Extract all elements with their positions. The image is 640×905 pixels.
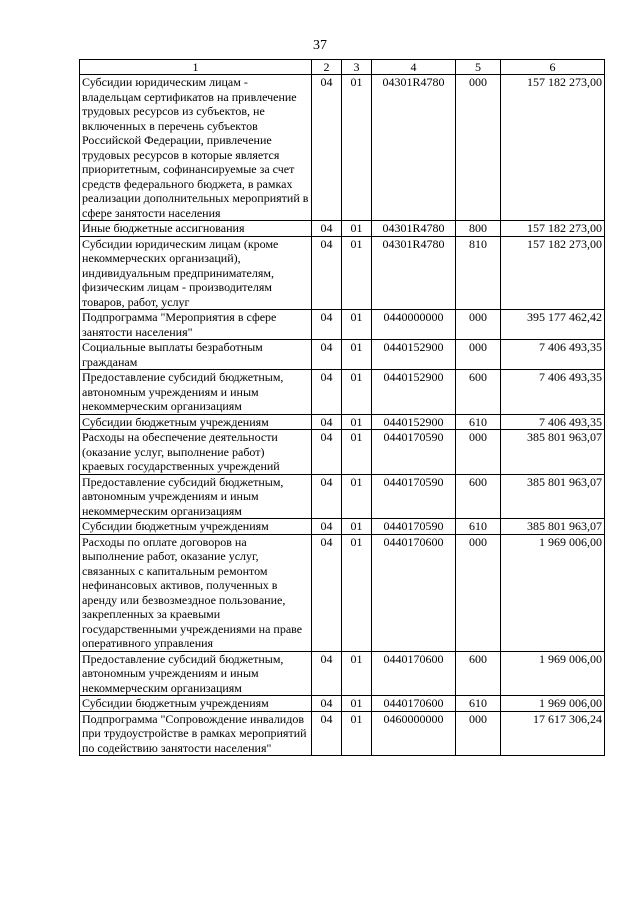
row-name-cell: Социальные выплаты безработным гражданам [80, 340, 312, 370]
subsection-code-cell: 01 [342, 534, 372, 651]
table-row [80, 414, 605, 430]
expense-type-cell: 000 [456, 430, 501, 475]
row-name-cell: Субсидии бюджетным учреждениям [80, 519, 312, 535]
table-row [80, 75, 605, 221]
column-header: 2 [312, 60, 342, 75]
target-article-cell: 04301R4780 [372, 221, 456, 237]
section-code-cell: 04 [312, 340, 342, 370]
amount-cell: 7 406 493,35 [501, 414, 605, 430]
amount-cell: 157 182 273,00 [501, 236, 605, 310]
expense-type-cell: 000 [456, 75, 501, 221]
row-name-cell: Расходы по оплате договоров на выполнение работ, оказание услуг, связанных с капитальным ремонтом нефинансовых активов, полученных в аренду или безвозмездное пользование, закрепленных за краевыми государственными учреждениями на праве оперативного управления [80, 534, 312, 651]
target-article-cell: 0440152900 [372, 340, 456, 370]
subsection-code-cell: 01 [342, 651, 372, 696]
subsection-code-cell: 01 [342, 370, 372, 415]
subsection-code-cell: 01 [342, 430, 372, 475]
section-code-cell: 04 [312, 310, 342, 340]
table-row [80, 696, 605, 712]
section-code-cell: 04 [312, 370, 342, 415]
amount-cell: 157 182 273,00 [501, 221, 605, 237]
subsection-code-cell: 01 [342, 221, 372, 237]
target-article-cell: 0440170600 [372, 696, 456, 712]
expense-type-cell: 000 [456, 711, 501, 756]
row-name-cell: Подпрограмма "Мероприятия в сфере занятости населения" [80, 310, 312, 340]
section-code-cell: 04 [312, 75, 342, 221]
table-row [80, 534, 605, 651]
column-header: 3 [342, 60, 372, 75]
expense-type-cell: 800 [456, 221, 501, 237]
target-article-cell: 0440170600 [372, 534, 456, 651]
table-row [80, 221, 605, 237]
header-row [80, 60, 605, 75]
subsection-code-cell: 01 [342, 474, 372, 519]
row-name-cell: Субсидии юридическим лицам - владельцам сертификатов на привлечение трудовых ресурсов из субъектов, не включенных в перечень субъектов Российской Федерации, привлечение трудовых ресурсов в которые является приоритетным, софинансируемые за счет средств федерального бюджета, в рамках реализации дополнительных мероприятий в сфере занятости населения [80, 75, 312, 221]
row-name-cell: Предоставление субсидий бюджетным, автономным учреждениям и иным некоммерческим организациям [80, 651, 312, 696]
expense-type-cell: 610 [456, 414, 501, 430]
section-code-cell: 04 [312, 430, 342, 475]
target-article-cell: 0440170600 [372, 651, 456, 696]
page-number: 37 [313, 38, 327, 53]
expense-type-cell: 000 [456, 310, 501, 340]
target-article-cell: 0440170590 [372, 430, 456, 475]
row-name-cell: Субсидии бюджетным учреждениям [80, 696, 312, 712]
section-code-cell: 04 [312, 534, 342, 651]
section-code-cell: 04 [312, 651, 342, 696]
row-name-cell: Субсидии юридическим лицам (кроме некоммерческих организаций), индивидуальным предпринимателям, физическим лицам - производителям товаров, работ, услуг [80, 236, 312, 310]
row-name-cell: Иные бюджетные ассигнования [80, 221, 312, 237]
subsection-code-cell: 01 [342, 310, 372, 340]
amount-cell: 385 801 963,07 [501, 519, 605, 535]
subsection-code-cell: 01 [342, 519, 372, 535]
subsection-code-cell: 01 [342, 75, 372, 221]
expense-type-cell: 000 [456, 340, 501, 370]
target-article-cell: 0440170590 [372, 519, 456, 535]
expense-type-cell: 810 [456, 236, 501, 310]
section-code-cell: 04 [312, 711, 342, 756]
section-code-cell: 04 [312, 474, 342, 519]
subsection-code-cell: 01 [342, 711, 372, 756]
expense-type-cell: 610 [456, 696, 501, 712]
expense-type-cell: 600 [456, 651, 501, 696]
row-name-cell: Предоставление субсидий бюджетным, автономным учреждениям и иным некоммерческим организациям [80, 370, 312, 415]
column-header: 4 [372, 60, 456, 75]
table-row [80, 340, 605, 370]
section-code-cell: 04 [312, 414, 342, 430]
budget-table [79, 59, 605, 756]
target-article-cell: 0440170590 [372, 474, 456, 519]
table-row [80, 430, 605, 475]
section-code-cell: 04 [312, 519, 342, 535]
target-article-cell: 0440152900 [372, 414, 456, 430]
table-row [80, 519, 605, 535]
column-header: 5 [456, 60, 501, 75]
expense-type-cell: 000 [456, 534, 501, 651]
subsection-code-cell: 01 [342, 696, 372, 712]
amount-cell: 385 801 963,07 [501, 430, 605, 475]
table-row [80, 711, 605, 756]
expense-type-cell: 600 [456, 474, 501, 519]
amount-cell: 1 969 006,00 [501, 651, 605, 696]
row-name-cell: Субсидии бюджетным учреждениям [80, 414, 312, 430]
amount-cell: 157 182 273,00 [501, 75, 605, 221]
expense-type-cell: 610 [456, 519, 501, 535]
target-article-cell: 0460000000 [372, 711, 456, 756]
expense-type-cell: 600 [456, 370, 501, 415]
table-row [80, 370, 605, 415]
section-code-cell: 04 [312, 696, 342, 712]
subsection-code-cell: 01 [342, 340, 372, 370]
table-body [80, 75, 605, 756]
column-header: 6 [501, 60, 605, 75]
row-name-cell: Подпрограмма "Сопровождение инвалидов при трудоустройстве в рамках мероприятий по содействию занятости населения" [80, 711, 312, 756]
amount-cell: 1 969 006,00 [501, 696, 605, 712]
subsection-code-cell: 01 [342, 414, 372, 430]
target-article-cell: 04301R4780 [372, 236, 456, 310]
section-code-cell: 04 [312, 236, 342, 310]
table-row [80, 651, 605, 696]
row-name-cell: Предоставление субсидий бюджетным, автономным учреждениям и иным некоммерческим организациям [80, 474, 312, 519]
row-name-cell: Расходы на обеспечение деятельности (оказание услуг, выполнение работ) краевых государственных учреждений [80, 430, 312, 475]
target-article-cell: 04301R4780 [372, 75, 456, 221]
table-row [80, 474, 605, 519]
amount-cell: 7 406 493,35 [501, 340, 605, 370]
amount-cell: 17 617 306,24 [501, 711, 605, 756]
amount-cell: 395 177 462,42 [501, 310, 605, 340]
subsection-code-cell: 01 [342, 236, 372, 310]
amount-cell: 7 406 493,35 [501, 370, 605, 415]
section-code-cell: 04 [312, 221, 342, 237]
column-header: 1 [80, 60, 312, 75]
target-article-cell: 0440152900 [372, 370, 456, 415]
table-row [80, 236, 605, 310]
table-row [80, 310, 605, 340]
target-article-cell: 0440000000 [372, 310, 456, 340]
amount-cell: 385 801 963,07 [501, 474, 605, 519]
amount-cell: 1 969 006,00 [501, 534, 605, 651]
